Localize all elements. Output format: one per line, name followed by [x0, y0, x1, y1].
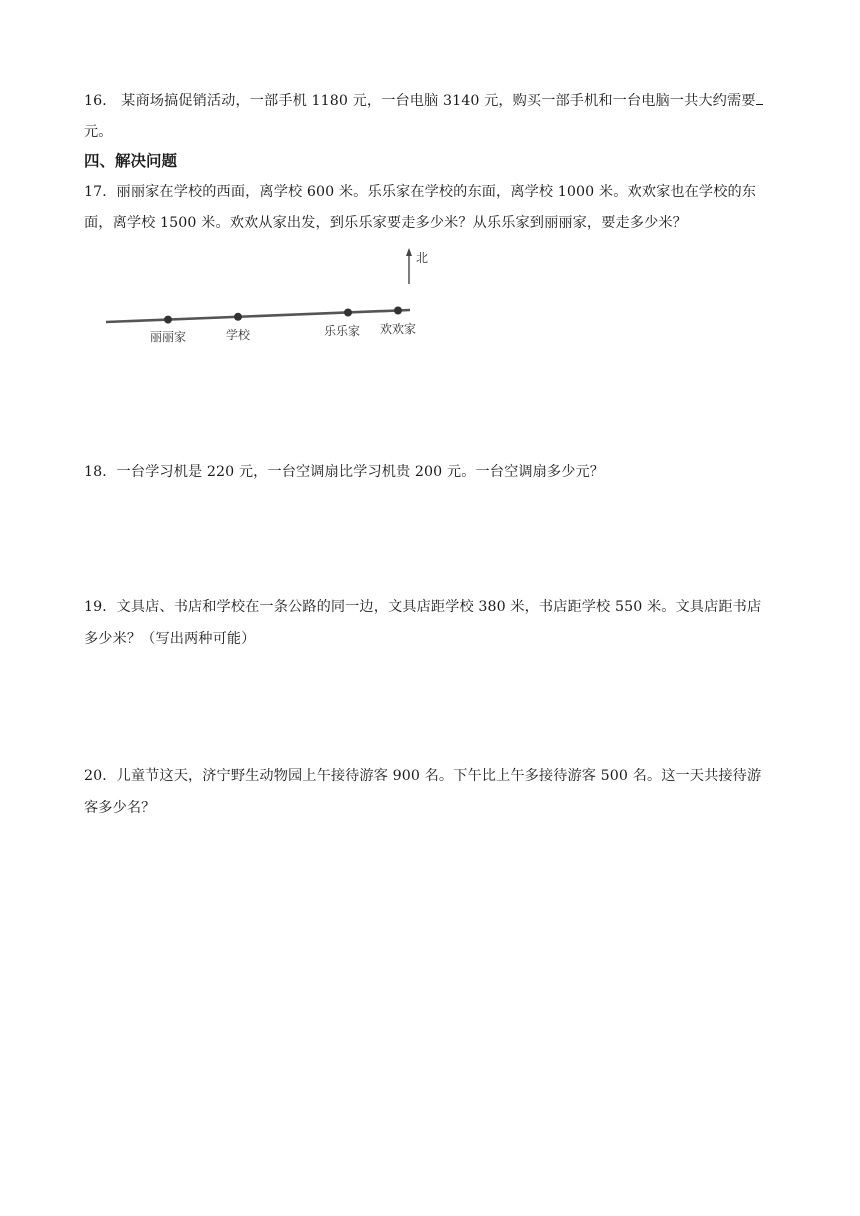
- section-heading: 四、解决问题: [84, 152, 178, 170]
- question-17-line-1: 17．丽丽家在学校的西面，离学校 600 米。乐乐家在学校的东面，离学校 1000 米。欢欢家也在学校的东: [84, 184, 757, 200]
- question-16-line-2: 元。: [84, 124, 113, 140]
- road-line: [106, 310, 410, 322]
- question-17-map-figure: [98, 246, 438, 356]
- question-19-line-2: 多少米？（写出两种可能）: [84, 631, 256, 647]
- lili-home-point: [164, 316, 172, 324]
- lili-home-label: 丽丽家: [150, 330, 187, 344]
- question-20-line-2: 客多少名？: [84, 800, 156, 816]
- school-point: [234, 313, 242, 321]
- question-17-line-2: 面，离学校 1500 米。欢欢从家出发，到乐乐家要走多少米？从乐乐家到丽丽家，要走多少米？: [84, 215, 687, 231]
- question-19-line-1: 19．文具店、书店和学校在一条公路的同一边，文具店距学校 380 米，书店距学校 550 米。文具店距书店: [84, 599, 762, 615]
- lele-home-label: 乐乐家: [324, 324, 361, 338]
- north-arrow-head: [406, 248, 412, 256]
- school-label: 学校: [226, 328, 251, 342]
- question-20-line-1: 20．儿童节这天，济宁野生动物园上午接待游客 900 名。下午比上午多接待游客 500 名。这一天共接待游: [84, 768, 762, 784]
- answer-blank[interactable]: [756, 90, 763, 105]
- huanhuan-home-point: [394, 307, 402, 315]
- question-18-line-1: 18．一台学习机是 220 元，一台空调扇比学习机贵 200 元。一台空调扇多少元？: [84, 464, 605, 480]
- question-16-text: 16． 某商场搞促销活动，一部手机 1180 元，一台电脑 3140 元，购买一部手机和一台电脑一共大约需要: [84, 93, 756, 109]
- map-diagram: [98, 246, 438, 356]
- huanhuan-home-label: 欢欢家: [380, 322, 417, 336]
- north-label: 北: [416, 251, 429, 265]
- question-16-line-1: [84, 90, 763, 111]
- lele-home-point: [344, 309, 352, 317]
